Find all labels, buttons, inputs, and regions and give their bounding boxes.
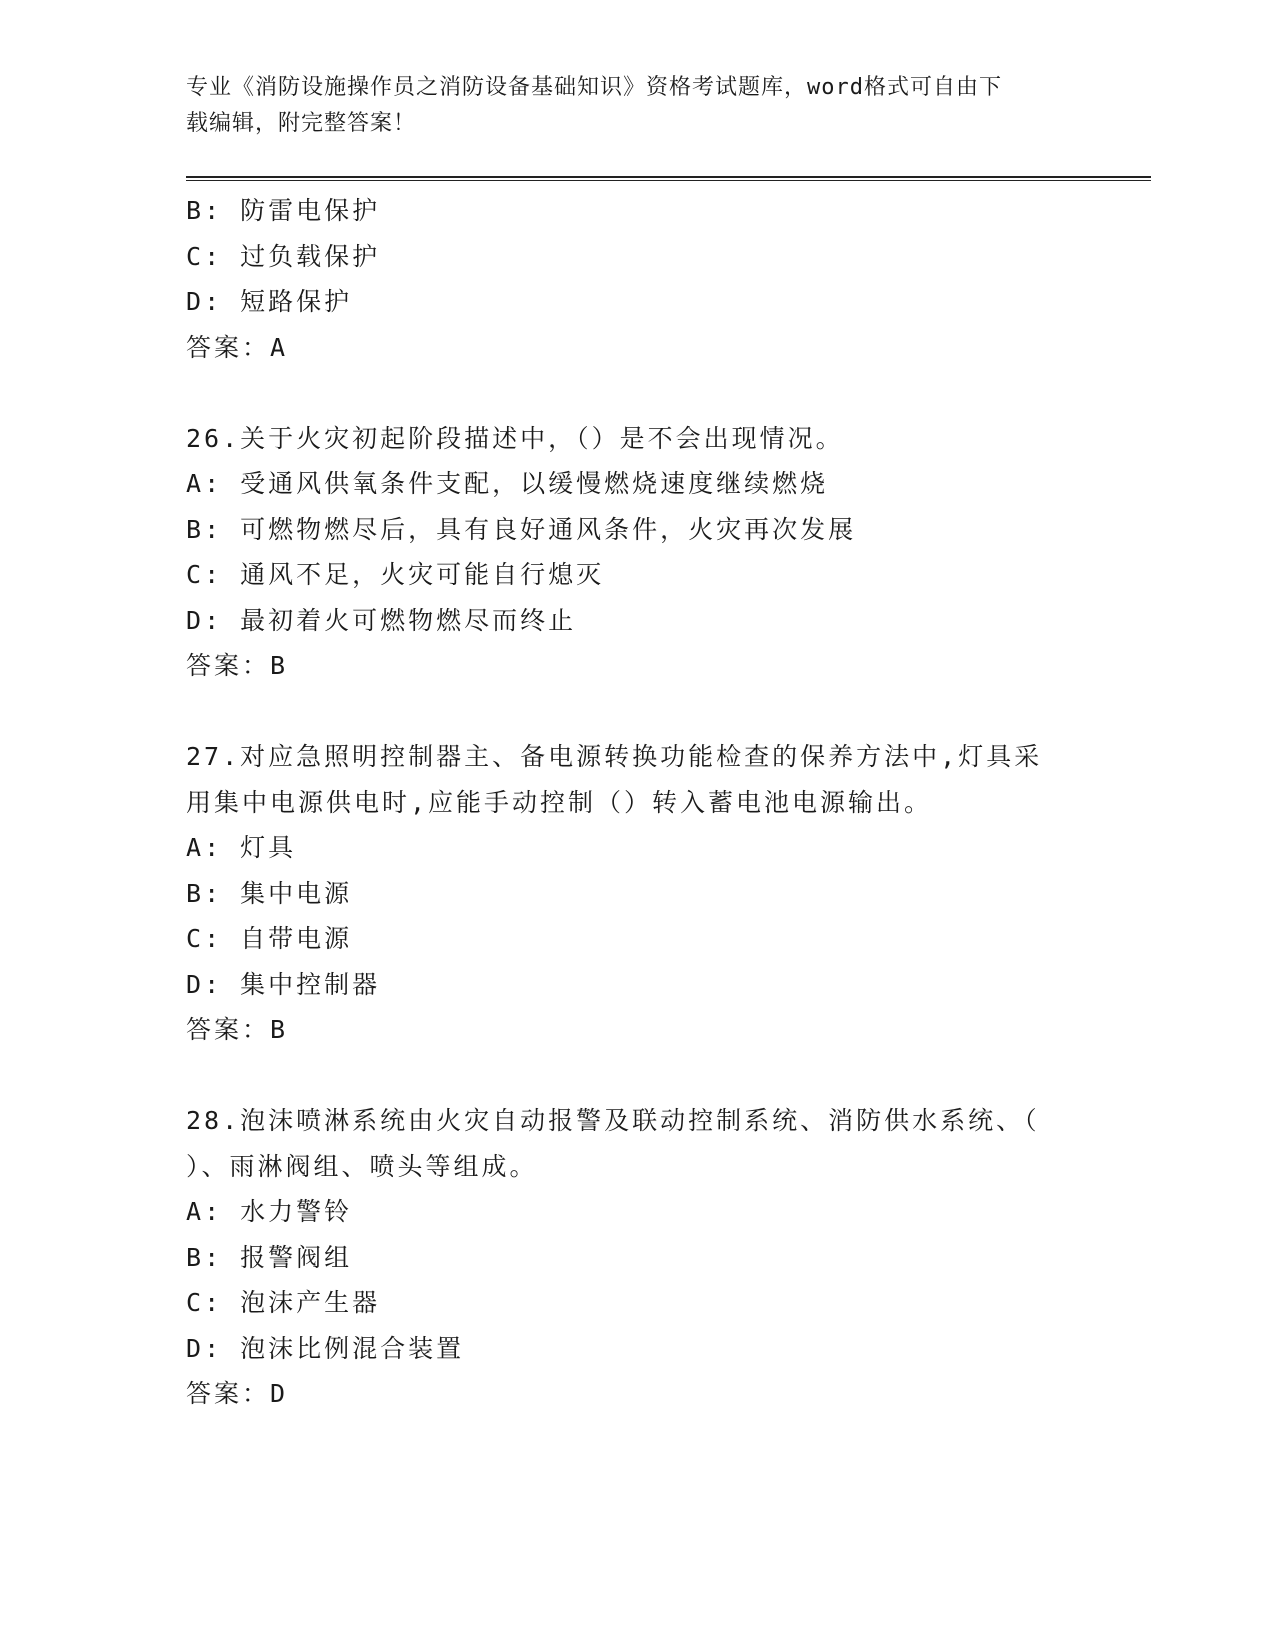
option-d: D: 泡沫比例混合装置 xyxy=(186,1333,465,1363)
question-text-line-2: 用集中电源供电时,应能手动控制（）转入蓄电池电源输出。 xyxy=(186,787,933,817)
question-text-line-1: 27.对应急照明控制器主、备电源转换功能检查的保养方法中,灯具采 xyxy=(186,742,1043,771)
option-c: C: 泡沫产生器 xyxy=(186,1288,381,1317)
answer: 答案：A xyxy=(186,332,289,362)
option-a: A: 受通风供氧条件支配，以缓慢燃烧速度继续燃烧 xyxy=(186,469,829,498)
question-text-line-2: ）、雨淋阀组、喷头等组成。 xyxy=(186,1151,538,1181)
header-line-1: 专业《消防设施操作员之消防设备基础知识》资格考试题库，word格式可自由下 xyxy=(186,75,1002,100)
question-28 xyxy=(186,1098,1151,1417)
answer: 答案：B xyxy=(186,1015,289,1044)
option-a: A: 灯具 xyxy=(186,833,297,862)
option-b: B: 防雷电保护 xyxy=(186,196,381,225)
option-d: D: 集中控制器 xyxy=(186,969,381,999)
option-c: C: 自带电源 xyxy=(186,924,353,953)
option-c: C: 通风不足，火灾可能自行熄灭 xyxy=(186,560,605,589)
document-header xyxy=(186,70,1086,142)
question-text-line-1: 28.泡沫喷淋系统由火灾自动报警及联动控制系统、消防供水系统、（ xyxy=(186,1106,1040,1135)
option-a: A: 水力警铃 xyxy=(186,1197,353,1226)
option-c: C: 过负载保护 xyxy=(186,241,381,271)
question-26 xyxy=(186,416,1151,689)
option-b: B: 可燃物燃尽后，具有良好通风条件，火灾再次发展 xyxy=(186,514,857,544)
header-divider xyxy=(186,176,1151,181)
question-carryover xyxy=(186,188,1151,370)
option-d: D: 最初着火可燃物燃尽而终止 xyxy=(186,605,577,635)
answer: 答案：D xyxy=(186,1379,289,1408)
header-line-2: 载编辑，附完整答案！ xyxy=(186,111,417,136)
question-text: 26.关于火灾初起阶段描述中，（）是不会出现情况。 xyxy=(186,423,844,453)
option-d: D: 短路保护 xyxy=(186,287,353,316)
option-b: B: 报警阀组 xyxy=(186,1242,353,1272)
question-list xyxy=(186,188,1151,1417)
answer: 答案：B xyxy=(186,651,289,680)
option-b: B: 集中电源 xyxy=(186,878,353,908)
question-27 xyxy=(186,734,1151,1053)
